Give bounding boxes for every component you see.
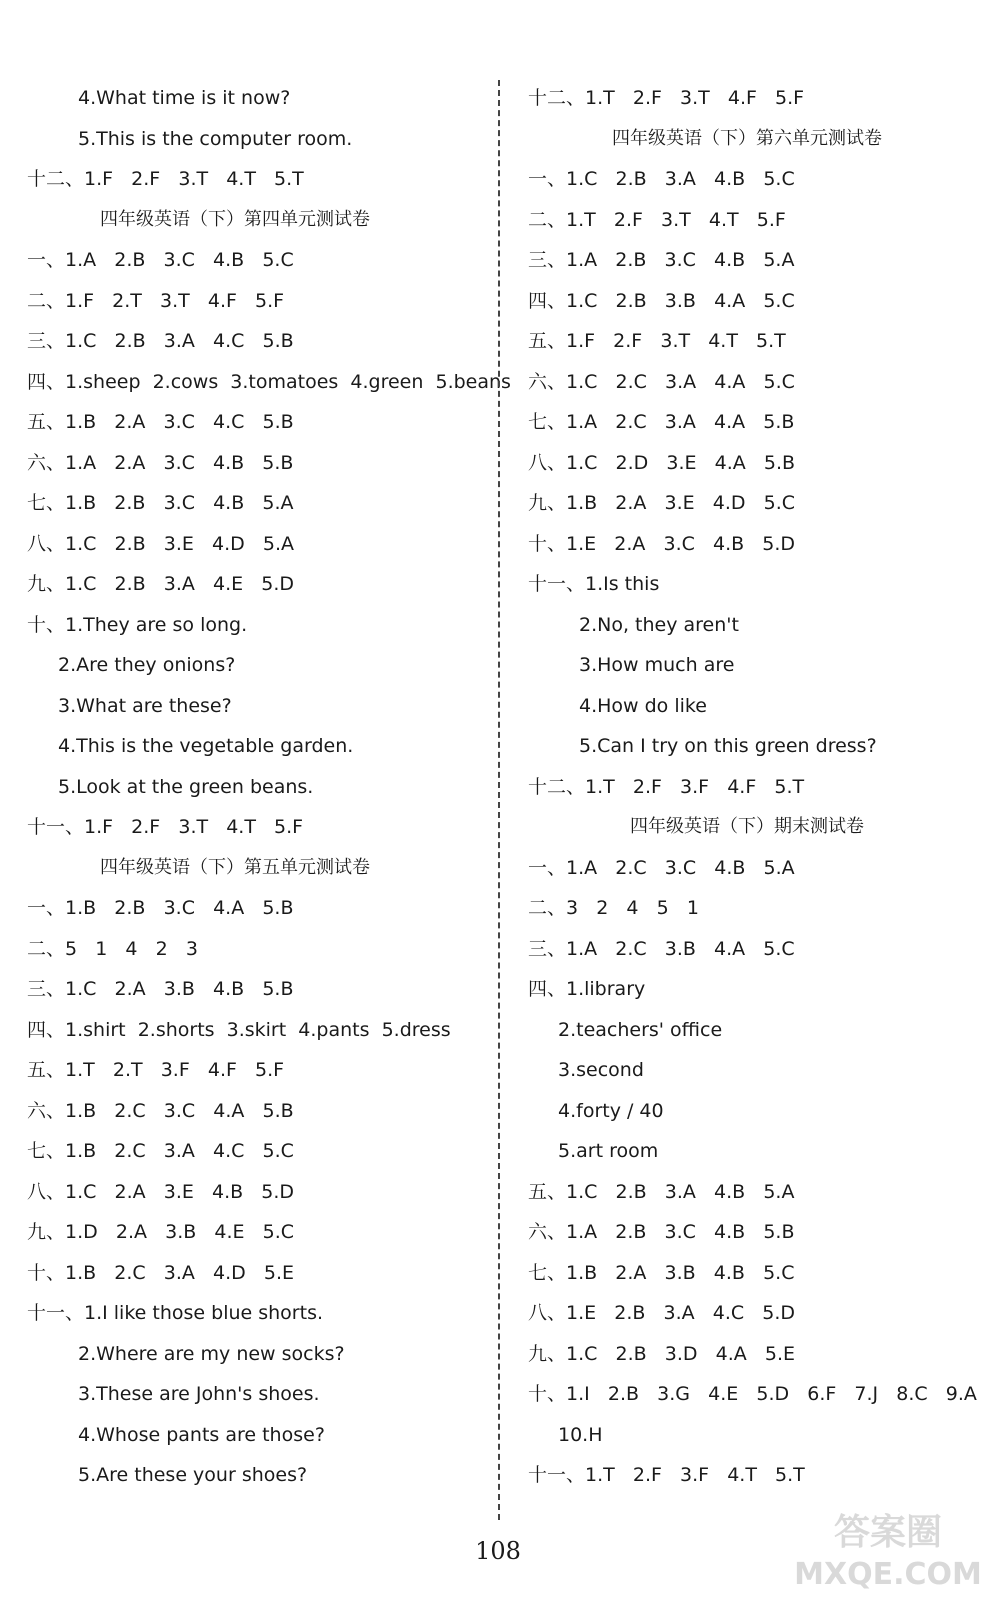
answer-line: 七、1.B 2.C 3.A 4.C 5.C [27, 1140, 294, 1162]
answer-line: 六、1.B 2.C 3.C 4.A 5.B [27, 1100, 294, 1122]
answer-line: 二、1.F 2.T 3.T 4.F 5.F [27, 290, 285, 312]
answer-line: 五、1.T 2.T 3.F 4.F 5.F [27, 1059, 285, 1081]
answer-line: 八、1.C 2.D 3.E 4.A 5.B [528, 452, 796, 474]
answer-line: 七、1.B 2.A 3.B 4.B 5.C [528, 1262, 795, 1284]
answer-line: 四、1.shirt 2.shorts 3.skirt 4.pants 5.dress [27, 1019, 451, 1041]
answer-line: 三、1.C 2.A 3.B 4.B 5.B [27, 978, 294, 1000]
page-number: 108 [475, 1537, 521, 1565]
answer-line: 2.teachers' office [558, 1019, 723, 1041]
answer-line: 二、5 1 4 2 3 [27, 938, 198, 960]
answer-line: 2.Are they onions? [58, 654, 236, 676]
answer-line: 六、1.C 2.C 3.A 4.A 5.C [528, 371, 795, 393]
answer-line: 十一、1.T 2.F 3.F 4.T 5.T [528, 1464, 805, 1486]
answer-line: 三、1.A 2.C 3.B 4.A 5.C [528, 938, 795, 960]
answer-line: 五、1.F 2.F 3.T 4.T 5.T [528, 330, 786, 352]
column-divider [498, 80, 500, 1520]
answer-line: 二、3 2 4 5 1 [528, 897, 699, 919]
answer-line: 十二、1.T 2.F 3.T 4.F 5.F [528, 87, 805, 109]
answer-line: 九、1.C 2.B 3.A 4.E 5.D [27, 573, 295, 595]
answer-line: 3.These are John's shoes. [78, 1383, 320, 1405]
answer-line: 3.What are these? [58, 695, 232, 717]
section-heading: 四年级英语（下）第四单元测试卷 [100, 209, 370, 230]
answer-line: 六、1.A 2.B 3.C 4.B 5.B [528, 1221, 795, 1243]
answer-line: 十、1.I 2.B 3.G 4.E 5.D 6.F 7.J 8.C 9.A [528, 1383, 977, 1405]
answer-line: 4.Whose pants are those? [78, 1424, 325, 1446]
answer-line: 一、1.A 2.B 3.C 4.B 5.C [27, 249, 294, 271]
answer-line: 一、1.C 2.B 3.A 4.B 5.C [528, 168, 795, 190]
answer-line: 2.Where are my new socks? [78, 1343, 345, 1365]
answer-line: 一、1.B 2.B 3.C 4.A 5.B [27, 897, 294, 919]
section-heading: 四年级英语（下）第六单元测试卷 [612, 128, 882, 149]
answer-line: 十、1.B 2.C 3.A 4.D 5.E [27, 1262, 295, 1284]
watermark-logo [788, 1502, 988, 1592]
answer-line: 十一、1.Is this [528, 573, 660, 595]
answer-line: 六、1.A 2.A 3.C 4.B 5.B [27, 452, 294, 474]
answer-line: 十一、1.F 2.F 3.T 4.T 5.F [27, 816, 304, 838]
answer-line: 三、1.C 2.B 3.A 4.C 5.B [27, 330, 294, 352]
answer-line: 4.This is the vegetable garden. [58, 735, 354, 757]
answer-line: 二、1.T 2.F 3.T 4.T 5.F [528, 209, 786, 231]
answer-line: 十二、1.F 2.F 3.T 4.T 5.T [27, 168, 304, 190]
answer-line: 4.What time is it now? [78, 87, 291, 109]
answer-line: 十二、1.T 2.F 3.F 4.F 5.T [528, 776, 805, 798]
answer-line: 四、1.C 2.B 3.B 4.A 5.C [528, 290, 795, 312]
answer-line: 九、1.C 2.B 3.D 4.A 5.E [528, 1343, 796, 1365]
answer-line: 十、1.They are so long. [27, 614, 248, 636]
answer-line: 五、1.C 2.B 3.A 4.B 5.A [528, 1181, 795, 1203]
answer-line: 5.Are these your shoes? [78, 1464, 308, 1486]
section-heading: 四年级英语（下）第五单元测试卷 [100, 857, 370, 878]
answer-line: 3.second [558, 1059, 644, 1081]
answer-line: 十、1.E 2.A 3.C 4.B 5.D [528, 533, 796, 555]
answer-line: 八、1.E 2.B 3.A 4.C 5.D [528, 1302, 796, 1324]
answer-line: 5.Look at the green beans. [58, 776, 314, 798]
section-heading: 四年级英语（下）期末测试卷 [630, 816, 864, 837]
answer-line: 四、1.sheep 2.cows 3.tomatoes 4.green 5.beans [27, 371, 511, 393]
answer-line: 九、1.D 2.A 3.B 4.E 5.C [27, 1221, 295, 1243]
answer-line: 一、1.A 2.C 3.C 4.B 5.A [528, 857, 795, 879]
answer-line: 八、1.C 2.A 3.E 4.B 5.D [27, 1181, 295, 1203]
answer-line: 七、1.B 2.B 3.C 4.B 5.A [27, 492, 294, 514]
answer-line: 10.H [558, 1424, 603, 1446]
answer-line: 5.This is the computer room. [78, 128, 353, 150]
answer-line: 七、1.A 2.C 3.A 4.A 5.B [528, 411, 795, 433]
answer-line: 5.art room [558, 1140, 659, 1162]
answer-line: 八、1.C 2.B 3.E 4.D 5.A [27, 533, 295, 555]
answer-line: 4.forty / 40 [558, 1100, 664, 1122]
answer-line: 2.No, they aren't [579, 614, 739, 636]
watermark-top-text: 答案圈 [833, 1512, 943, 1553]
right-answer-column [512, 0, 982, 1600]
answer-line: 3.How much are [579, 654, 735, 676]
answer-line: 四、1.library [528, 978, 646, 1000]
answer-line: 4.How do like [579, 695, 707, 717]
answer-line: 九、1.B 2.A 3.E 4.D 5.C [528, 492, 796, 514]
answer-line: 三、1.A 2.B 3.C 4.B 5.A [528, 249, 795, 271]
answer-line: 五、1.B 2.A 3.C 4.C 5.B [27, 411, 294, 433]
watermark-bottom-text: MXQE.COM [794, 1557, 982, 1592]
answer-line: 十一、1.I like those blue shorts. [27, 1302, 324, 1324]
answer-line: 5.Can I try on this green dress? [579, 735, 877, 757]
